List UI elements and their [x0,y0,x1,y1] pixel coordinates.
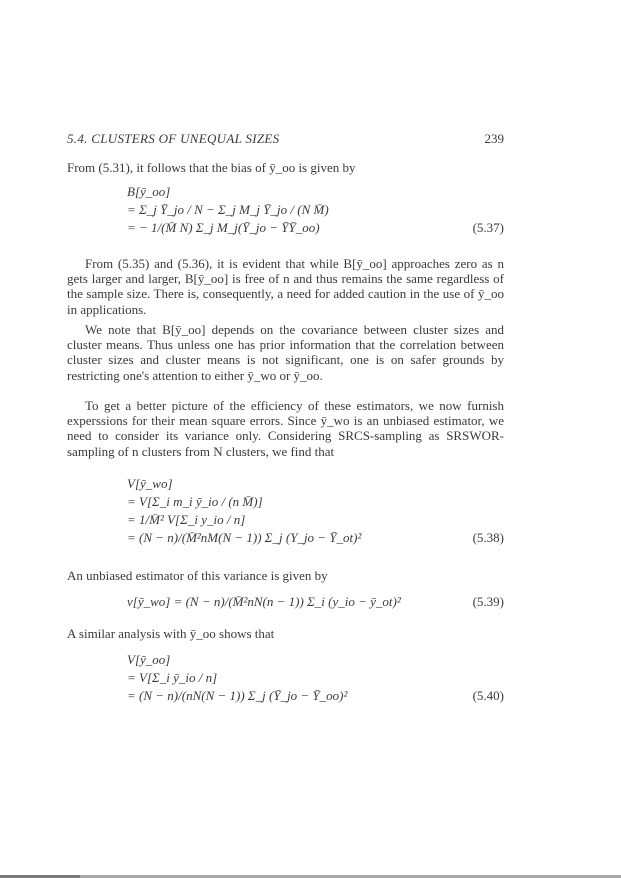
paragraph-unbiased-estimator: An unbiased estimator of this variance is given by [67,568,328,583]
paragraph-efficiency: To get a better picture of the efficiency of these estimators, we now furnish experssions for their mean square errors. Since ȳ_wo is an unbiased estimator, we need to consider its variance only. Considering SRCS-sampling as SRSWOR-sampling of n clusters from N clusters, we find that [67,398,504,459]
equation-5-39 [67,594,504,614]
equation-number: (5.40) [472,688,504,703]
equation-line: = − 1/(M̄ N) Σ_j M_j(Ȳ_jo − ȲȲ_oo) [127,220,320,235]
equation-5-38 [67,476,504,556]
paragraph-covariance: We note that B[ȳ_oo] depends on the covariance between cluster sizes and cluster means. Thus unless one has prior information that the correlation between cluster sizes and cluster means is not significant, one is on safer grounds by restricting one's attention to either ȳ_wo or ȳ_oo. [67,322,504,383]
equation-line: = (N − n)/(M̄²nM(N − 1)) Σ_j (Y_jo − Ȳ_ot)² [127,530,362,545]
equation-5-37 [67,184,504,244]
equation-line: = 1/M̄² V[Σ_i y_io / n] [127,512,246,527]
equation-number: (5.39) [472,594,504,609]
equation-lhs: B[ȳ_oo] [127,184,171,199]
equation-line: = V[Σ_i ȳ_io / n] [127,670,218,685]
running-header [67,131,504,146]
equation-number: (5.37) [472,220,504,235]
equation-lhs: V[ȳ_wo] [127,476,173,491]
paragraph-similar-analysis: A similar analysis with ȳ_oo shows that [67,626,275,641]
paragraph-intro-bias: From (5.31), it follows that the bias of ȳ_oo is given by [67,160,356,175]
equation-number: (5.38) [472,530,504,545]
equation-line: = (N − n)/(nN(N − 1)) Σ_j (Ȳ_jo − Ȳ_oo)² [127,688,348,703]
equation-5-40 [67,652,504,712]
paragraph-bias-discussion: From (5.35) and (5.36), it is evident that while B[ȳ_oo] approaches zero as n gets larger and larger, B[ȳ_oo] is free of n and thus remains the same regardless of the sample size. There is, consequently, a need for added caution in the use of ȳ_oo in applications. [67,256,504,317]
page-number: 239 [484,131,504,146]
equation-line: = Σ_j Ȳ_jo / N − Σ_j M_j Ȳ_jo / (N M̄) [127,202,329,217]
equation-line: = V[Σ_i m_i ȳ_io / (n M̄)] [127,494,263,509]
equation-line: v[ȳ_wo] = (N − n)/(M̄²nN(n − 1)) Σ_i (y_io − ȳ_ot)² [127,594,401,609]
equation-lhs: V[ȳ_oo] [127,652,171,667]
section-title: 5.4. CLUSTERS OF UNEQUAL SIZES [67,131,280,146]
